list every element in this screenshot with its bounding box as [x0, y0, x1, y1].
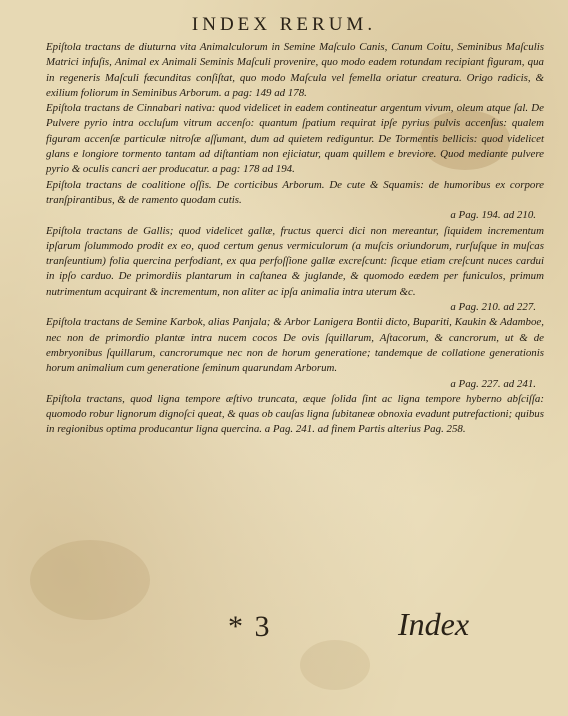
page-reference: a Pag. 194. ad 210.	[450, 209, 536, 222]
index-entry	[46, 392, 544, 438]
entry-text: Epiſtola tractans de coalitione oſſis. De corticibus Arborum. De cute & Squamis: de humoribus ex corpore tranſpirantibus, & de ramento quodam cutis.	[46, 178, 544, 206]
index-entry	[46, 40, 544, 101]
index-entries	[46, 40, 544, 438]
page-footer	[0, 600, 568, 660]
page-reference: a Pag. 227. ad 241.	[450, 377, 536, 390]
page-reference: a Pag. 210. ad 227.	[450, 301, 536, 314]
entry-text: Epiſtola tractans de Cinnabari nativa: quod videlicet in eadem contineatur argentum vivum, oleum atque ſal. De Pulvere pyrio intra occluſum vitrum accenſo: quantum ſpatium requirat ipſe pyrius pulvis accenſus: qualem figuram accenſæ particulæ nitroſæ aſſumant, dum ad quietem rediguntur. De Tormentis bellicis: quod videlicet glans e longiore tormento tantam ad diſtantiam non ejiciatur, quam quillem e breviore. Quod mediante pulvere pyrio & oculis cancri aer producatur. a pag: 178 ad 194.	[46, 102, 544, 176]
index-entry	[46, 101, 544, 177]
entry-text: Epiſtola tractans de Semine Karbok, alias Panjala; & Arbor Lanigera Bontii dicto, Bupariti, Kaukin & Adamboe, nec non de primordio plantæ intra nucem cocos De ovis ſquillarum, Aſtacorum, & cancrorum, ut & de embryonibus ſquillarum, cancrorumque nec non de horum generatione; tandemque de collatione generationis horum animalium cum generatione ſeminum quarundam Arborum.	[46, 316, 544, 375]
index-entry	[46, 224, 544, 316]
index-entry	[46, 178, 544, 224]
entry-text: Epiſtola tractans, quod ligna tempore æſtivo truncata, æque ſolida ſint ac ligna tempore hyberno abſciſſa: quomodo robur lignorum dignoſci queat, & quas ob cauſas ligna ſubitaneæ obnoxia evadunt putrefactioni; quibus in regionibus optima producantur ligna quercina. a Pag. 241. ad finem Partis alterius Pag. 258.	[46, 392, 544, 436]
running-head: INDEX RERUM.	[191, 14, 377, 35]
catchword: Index	[398, 606, 470, 642]
index-entry	[46, 315, 544, 391]
signature-mark: * 3	[228, 610, 272, 643]
entry-text: Epiſtola tractans de diuturna vita Animalculorum in Semine Maſculo Canis, Canum Coitu, Seminibus Maſculis Matrici infuſis, Animal ex Animali Seminis Maſculi provenire, quo modo eadem rotundam recipiant figuram, qua in regeneris Maſculi fæcunditas conſiſtat, quo modo Maſcula vel femella oriatur creatura. Origo radicis, & exilium foliorum in Seminibus Arborum. a pag: 149 ad 178.	[46, 41, 544, 99]
entry-text: Epiſtola tractans de Gallis; quod videlicet gallæ, fructus querci dici non mereantur, ſiquidem incrementum ipſarum ſolummodo prodit ex eo, quod certum genus vermiculorum (a muſcis oriundorum, rurſuſque in muſcas tranſeuntium) folia quercina perfodiant, ex qua perfoſſione gallæ excreſcunt: ſicque etiam creſcunt nuces cardui in ipſo carduo. De primordiis plantarum in caſtanea & juglande, & quomodo eædem per funiculos, primum nutrimentum acquirant & incrementum, non aliter ac ipſa animalia intra uterum &c.	[46, 224, 544, 298]
